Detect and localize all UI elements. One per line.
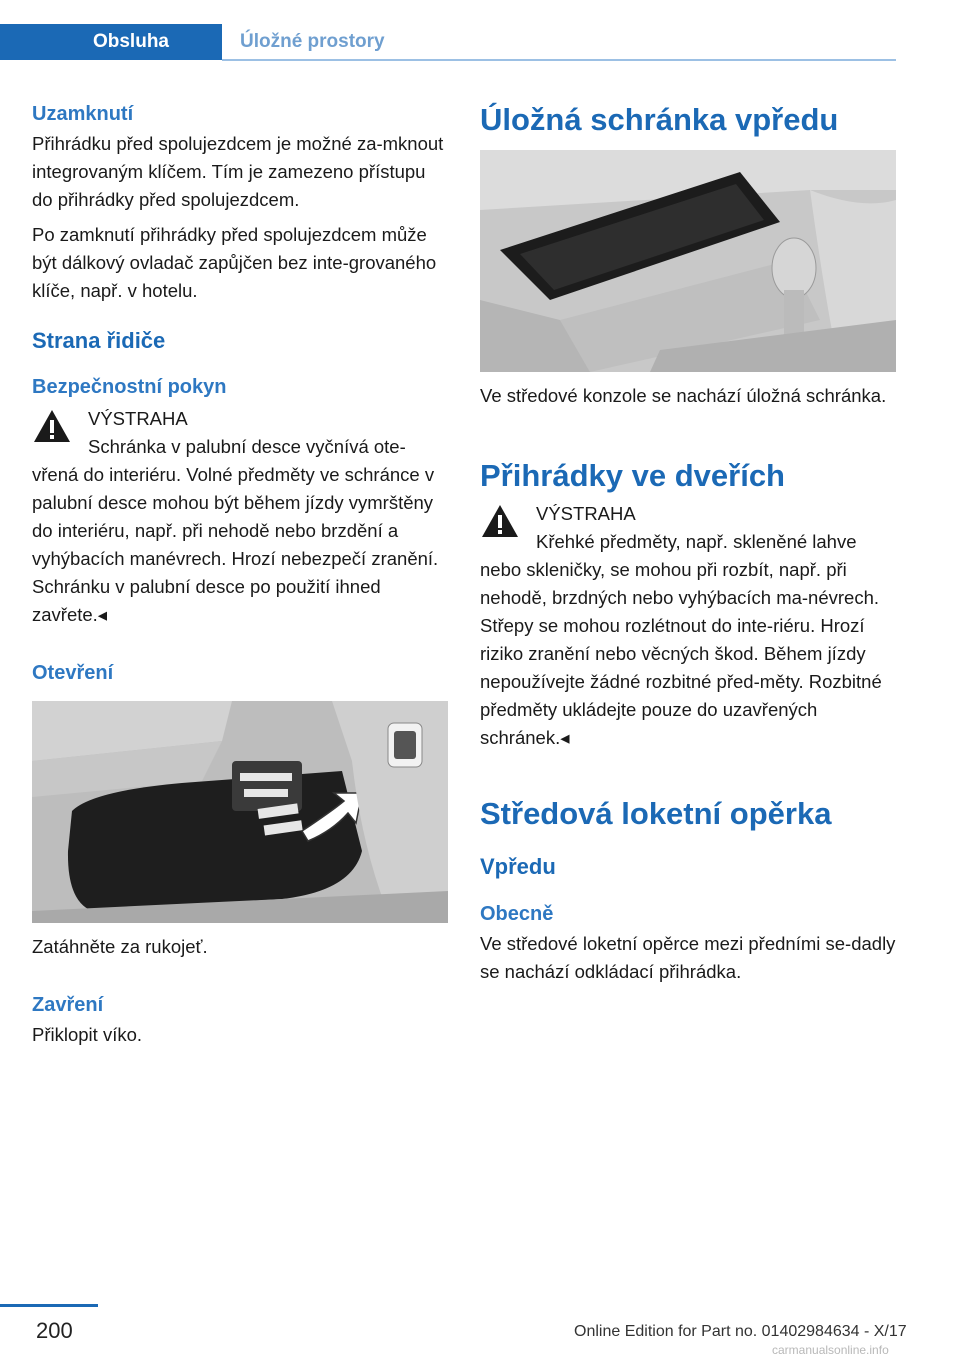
- header-rule: [222, 59, 896, 61]
- front-storage-heading: Úložná schránka vpředu: [480, 102, 839, 137]
- right-column: [480, 98, 896, 986]
- page-number: 200: [36, 1318, 73, 1343]
- edition-note: Online Edition for Part no. 01402984634 - X/17: [574, 1323, 907, 1340]
- lock-heading: Uzamknutí: [32, 103, 134, 125]
- driver-side-heading: Strana řidiče: [32, 328, 166, 353]
- door-warning-block: [480, 500, 896, 752]
- warning-label: VÝSTRAHA: [88, 408, 188, 429]
- armrest-heading: Středová loketní opěrka: [480, 796, 832, 831]
- glovebox-photo: [32, 701, 448, 923]
- front-subheading: Vpředu: [480, 854, 556, 879]
- close-heading: Zavření: [32, 994, 104, 1016]
- watermark: carmanualsonline.info: [772, 1343, 889, 1357]
- front-storage-caption: Ve středové konzole se nachází úložná schránka.: [480, 385, 887, 406]
- open-heading: Otevření: [32, 662, 114, 684]
- lock-paragraph-2: Po zamknutí přihrádky před spolujezdcem může být dálkový ovladač zapůjčen bez inte-grovaného klíče, např. v hotelu.: [32, 224, 437, 301]
- door-pockets-heading: Přihrádky ve dveřích: [480, 458, 785, 493]
- door-warning-label: VÝSTRAHA: [536, 503, 636, 524]
- lock-paragraph-1: Přihrádku před spolujezdcem je možné za-mknout integrovaným klíčem. Tím je zamezeno přístupu do přihrádky před spolujezdcem.: [32, 133, 444, 210]
- section-tab: Úložné prostory: [240, 31, 385, 52]
- left-column: [32, 98, 448, 1049]
- footer-rule: [0, 1304, 98, 1307]
- page-header: [0, 0, 960, 62]
- door-warning-text: Křehké předměty, např. skleněné lahve nebo skleničky, se mohou při rozbít, např. při nehodě, brzdných nebo vyhýbacích ma-névrech. Střepy se mohou rozlétnout do inte-riéru. Hrozí riziko zranění nebo věcných škod. Během jízdy nepoužívejte žádné rozbitné před-měty. Rozbitné předměty ukládejte pouze do uzavřených schránek.◂: [480, 531, 882, 748]
- warning-text: Schránka v palubní desce vyčnívá ote-vřená do interiéru. Volné předměty ve schránce v palubní desce mohou být během jízdy vymrštěny do interiéru, např. při nehodě nebo brzdění a vyhýbacích manévrech. Hrozí nebezpečí zranění. Schránku v palubní desce po použití ihned zavřete.◂: [32, 436, 439, 625]
- warning-triangle-icon: [480, 503, 520, 539]
- chapter-tab: Obsluha: [0, 24, 222, 60]
- warning-block: [32, 405, 448, 629]
- general-subheading: Obecně: [480, 903, 554, 925]
- safety-heading: Bezpečnostní pokyn: [32, 376, 227, 398]
- open-caption: Zatáhněte za rukojeť.: [32, 936, 208, 957]
- console-photo: [480, 150, 896, 372]
- general-text: Ve středové loketní opěrce mezi předními se-dadly se nachází odkládací přihrádka.: [480, 933, 896, 982]
- close-text: Přiklopit víko.: [32, 1024, 143, 1045]
- warning-triangle-icon: [32, 408, 72, 444]
